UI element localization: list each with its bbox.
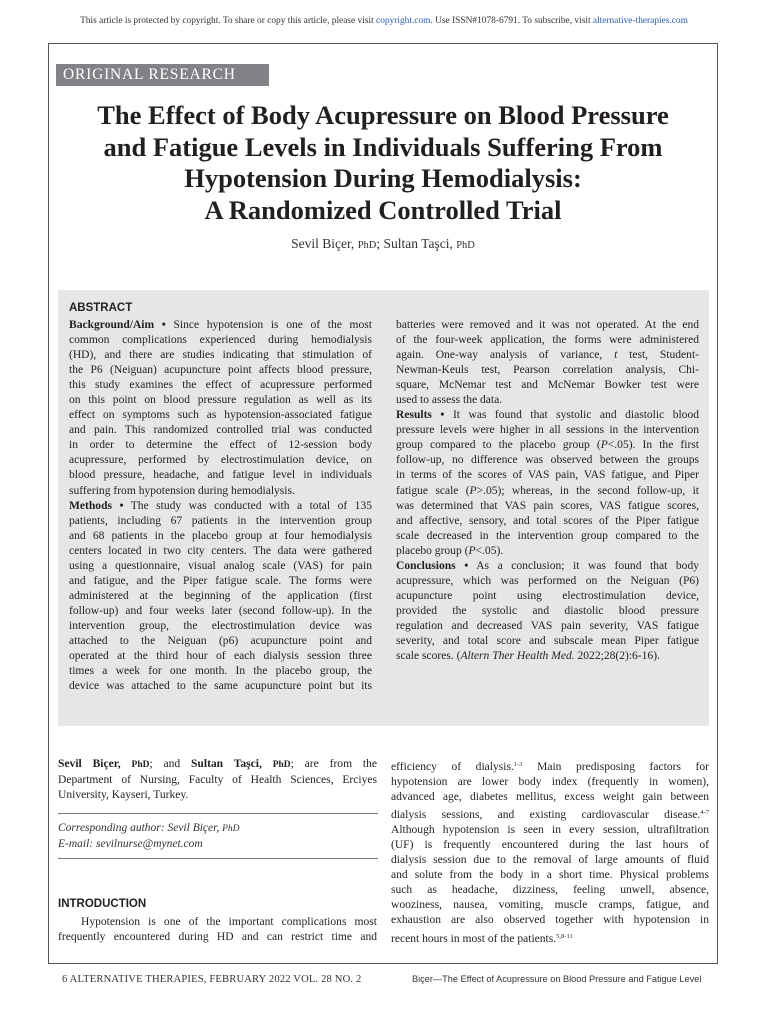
affiliation-line: Department of Nursing, Faculty of Health Sciences, Erciyes <box>58 774 377 787</box>
corresponding-email: E-mail: sevilnurse@mynet.com <box>58 838 203 851</box>
line-text: on this point on blood pressure regulation as well as its <box>69 394 372 407</box>
line-text: It was found that systolic and diastolic blood <box>444 409 699 422</box>
text-line <box>396 438 699 453</box>
text-line <box>69 484 372 499</box>
text-line <box>391 913 709 928</box>
line-text: and fatigue, and the Piper fatigue scale. The forms were <box>69 574 372 587</box>
footer-journal-info: 6 ALTERNATIVE THERAPIES, FEBRUARY 2022 VOL. 28 NO. 2 <box>62 974 362 985</box>
line-text: acupressure, performed by electrostimulation device, on <box>69 454 372 467</box>
copyright-notice <box>0 16 768 26</box>
line-tail: Main predisposing factors for <box>522 761 709 773</box>
abstract-right-column <box>396 318 699 664</box>
intro-line: Hypotension is one of the important complications most <box>81 916 377 928</box>
affiliation-degree: PhD <box>272 760 291 770</box>
line-text: was determined that VAS pain scores, VAS fatigue scores, <box>396 499 699 512</box>
line-tail: <.05). In the first <box>607 439 699 452</box>
italic-text: P <box>469 484 477 497</box>
abstract-left-column <box>69 318 372 694</box>
author-name: Sultan Taşci, <box>383 236 453 251</box>
line-text: exhaustion are also observed together with hypotension in <box>391 914 709 927</box>
affiliation-divider <box>58 813 378 814</box>
article-title <box>50 100 716 226</box>
text-line <box>396 589 699 604</box>
affiliation-line: University, Kayseri, Turkey. <box>58 789 189 802</box>
copyright-notice-prefix: This article is protected by copyright. To share or copy this article, please visit <box>80 16 374 26</box>
citation-superscript: 4-7 <box>700 809 709 817</box>
line-text: provided the systolic and diastolic blood pressure <box>396 604 699 617</box>
line-text: follow-up) and four weeks later (second follow-up). In the <box>69 604 372 617</box>
introduction-right-column <box>391 757 709 947</box>
line-text: again. One-way analysis of variance, <box>396 349 615 362</box>
line-text: Although hypotension is seen in every session, ultrafiltration <box>391 824 709 837</box>
text-line <box>396 559 699 574</box>
affiliation <box>58 757 377 803</box>
corresponding-author-text: Corresponding author: Sevil Biçer, <box>58 822 220 834</box>
text-line <box>69 544 372 559</box>
text-line <box>396 544 699 559</box>
line-text: attached to the Neiguan (p6) acupuncture point and <box>69 634 372 647</box>
copyright-notice-middle: . Use ISSN#1078-6791. To subscribe, visit <box>430 16 591 26</box>
line-text: and pain. This randomized controlled trial was conducted <box>69 424 372 437</box>
line-tail: <.05). <box>475 544 504 557</box>
text-line <box>396 484 699 499</box>
line-tail: test, Student- <box>617 349 700 362</box>
text-line <box>69 649 372 664</box>
line-text: the P6 (Neiguan) acupuncture point affects blood pressure, <box>69 364 372 377</box>
line-text: scale scores. ( <box>396 650 461 663</box>
text-line <box>69 499 372 514</box>
intro-line: frequently encountered during HD and can restrict time and <box>58 931 377 944</box>
line-text: patients, including 67 patients in the intervention group <box>69 514 372 527</box>
text-line <box>69 559 372 574</box>
text-line <box>391 868 709 883</box>
text-line <box>69 363 372 378</box>
title-line: and Fatigue Levels in Individuals Suffering From <box>103 131 663 162</box>
text-line <box>391 805 709 823</box>
text-line <box>69 393 372 408</box>
author-degree: PhD <box>456 240 475 251</box>
affiliation-line <box>58 757 377 773</box>
text-line <box>396 393 699 408</box>
corresponding-author-degree: PhD <box>222 824 240 834</box>
text-line <box>396 408 699 423</box>
text-line <box>391 790 709 805</box>
line-text: As a conclusion; it was found that body <box>468 559 699 572</box>
line-text: follow-up, no difference was observed between the groups <box>396 454 699 467</box>
line-text: Since hypotension is one of the most <box>165 319 372 331</box>
author-degree: PhD <box>357 240 377 251</box>
affiliation-text: ; and <box>149 758 181 770</box>
title-line: The Effect of Body Acupressure on Blood Pressure <box>97 100 669 130</box>
line-text: group compared to the placebo group ( <box>396 439 601 452</box>
line-text: effect on symptoms such as hypotension-associated fatigue <box>69 409 372 422</box>
citation-superscript: 1-3 <box>513 761 523 768</box>
introduction-heading: INTRODUCTION <box>58 898 147 910</box>
line-tail: >.05); whereas, in the second follow-up, it <box>476 484 699 497</box>
citation-superscript: 5,8-11 <box>556 932 573 940</box>
section-lead: Methods • <box>69 499 124 512</box>
line-text: and solute from the body in a short time. Physical problems <box>391 869 709 882</box>
line-text: dialysis session due to the removal of large amounts of fluid <box>391 854 709 867</box>
line-text: efficiency of dialysis. <box>391 761 514 773</box>
text-line <box>69 423 372 438</box>
text-line <box>69 574 372 589</box>
text-line <box>396 363 699 378</box>
line-text: The study was conducted with a total of 135 <box>123 499 372 512</box>
line-text: in order to determine the effect of 12-session body <box>69 439 372 452</box>
text-line <box>69 318 372 333</box>
line-text: batteries were removed and it was not operated. At the end <box>396 319 699 331</box>
line-text: common complications experienced during hemodialysis <box>69 334 372 347</box>
text-line <box>396 634 699 649</box>
title-line: A Randomized Controlled Trial <box>204 194 562 225</box>
text-line <box>396 468 699 483</box>
footer-running-title: Biçer—The Effect of Acupressure on Blood Pressure and Fatigue Level <box>412 974 702 984</box>
line-text: blood pressure, headache, and fatigue level in individuals <box>69 469 372 482</box>
text-line <box>69 333 372 348</box>
author-name: Sevil Biçer, <box>291 236 355 251</box>
text-line <box>69 453 372 468</box>
text-line <box>391 775 709 790</box>
line-text: intervention group, the electrostimulation device was <box>69 619 372 632</box>
section-lead: Conclusions • <box>396 559 469 572</box>
line-tail: 2022;28(2):6-16). <box>574 650 660 663</box>
text-line <box>391 853 709 868</box>
text-line <box>69 514 372 529</box>
copyright-link[interactable]: copyright.com <box>376 16 431 26</box>
line-text: regulation and decreased VAS pain severity, VAS fatigue <box>396 619 699 632</box>
text-line <box>396 574 699 589</box>
author-separator: ; <box>376 236 384 251</box>
line-text: fatigue scale ( <box>396 484 470 497</box>
title-line: Hypotension During Hemodialysis: <box>184 163 582 193</box>
line-text: (UF) is frequently encountered during the last hours of <box>391 839 709 852</box>
line-text: operated at the third hour of each dialysis session three <box>69 650 372 663</box>
text-line <box>69 664 372 679</box>
text-line <box>391 757 709 775</box>
text-line <box>396 649 699 664</box>
text-line <box>396 423 699 438</box>
line-text: dialysis sessions, and existing cardiovascular disease. <box>391 809 701 822</box>
text-line <box>396 348 699 363</box>
line-text: severity, and total score and subscale mean Piper fatigue <box>396 634 699 647</box>
line-text: times a week for one month. In the placebo group, the <box>69 665 372 678</box>
italic-text: P <box>468 544 476 557</box>
line-text: administered at the beginning of the application (first <box>69 589 372 602</box>
italic-text: Altern Ther Health Med. <box>460 650 575 663</box>
line-text: such as headache, dizziness, feeling unwell, absence, <box>391 884 709 897</box>
corresponding-author <box>58 821 240 837</box>
line-text: acupressure, which was performed on the Neiguan (P6) <box>396 574 699 587</box>
line-text: recent hours in most of the patients. <box>391 932 557 945</box>
line-text: used to assess the data. <box>396 394 503 407</box>
text-line <box>396 499 699 514</box>
line-text: advanced age, diabetes mellitus, excess weight gain between <box>391 791 709 804</box>
line-text: this study examines the effect of acupressure performed <box>69 379 372 392</box>
text-line <box>396 318 699 333</box>
line-text: wooziness, nausea, vomiting, muscle cramps, fatigue, and <box>391 899 709 912</box>
affiliation-author: Sevil Biçer, <box>58 758 121 770</box>
line-text: square, McNemar test and McNemar Bowker test were <box>396 379 699 392</box>
correspondence <box>58 821 240 852</box>
line-text: and 68 patients in the placebo group at four hemodialysis <box>69 529 372 542</box>
text-line <box>396 604 699 619</box>
section-label: ORIGINAL RESEARCH <box>56 64 269 86</box>
subscribe-link[interactable]: alternative-therapies.com <box>592 16 688 26</box>
line-text: of the four-week application, the forms were administered <box>396 334 699 347</box>
text-line <box>391 838 709 853</box>
text-line <box>396 378 699 393</box>
section-lead: Background/Aim • <box>69 319 166 331</box>
text-line <box>391 823 709 838</box>
affiliation-author: Sultan Taşci, <box>191 758 262 770</box>
introduction-left-column <box>58 915 377 945</box>
line-text: scale decreased in the intervention group compared to the <box>396 529 699 542</box>
line-text: suffering from hypotension during hemodialysis. <box>69 484 295 497</box>
text-line <box>396 453 699 468</box>
line-text: pressure levels were higher in all sessions in the intervention <box>396 424 699 437</box>
italic-text: P <box>600 439 608 452</box>
line-text: in terms of the scores of VAS pain, VAS fatigue, and Piper <box>396 469 699 482</box>
text-line <box>396 333 699 348</box>
text-line <box>69 634 372 649</box>
line-text: centers located in two city centers. The data were gathered <box>69 544 372 557</box>
line-text: Newman-Keuls test, Pearson correlation analysis, Chi- <box>396 364 699 377</box>
affiliation-degree: PhD <box>131 760 150 770</box>
text-line <box>391 929 709 947</box>
line-text: (HD), and there are studies indicating that stimulation of <box>69 349 372 362</box>
text-line <box>391 898 709 913</box>
italic-text: t <box>614 349 618 362</box>
line-text: placebo group ( <box>396 544 469 557</box>
line-text: and affective, sensory, and total scores of the Piper fatigue <box>396 514 699 527</box>
text-line <box>69 604 372 619</box>
text-line <box>69 589 372 604</box>
abstract-heading: ABSTRACT <box>69 302 133 314</box>
line-text: acupuncture point using electrostimulation device, <box>396 589 699 602</box>
correspondence-divider <box>58 858 378 859</box>
text-line <box>69 679 372 694</box>
text-line <box>69 468 372 483</box>
text-line <box>69 348 372 363</box>
text-line <box>69 378 372 393</box>
line-text: using a questionnaire, visual analog scale (VAS) for pain <box>69 559 372 572</box>
text-line <box>69 619 372 634</box>
text-line <box>396 529 699 544</box>
text-line <box>69 438 372 453</box>
text-line <box>396 619 699 634</box>
line-text: hypotension are lower body index (frequently in women), <box>391 776 709 789</box>
text-line <box>391 883 709 898</box>
text-line <box>396 514 699 529</box>
author-list <box>0 236 766 252</box>
text-line <box>69 529 372 544</box>
affiliation-text: ; are from the <box>290 758 377 770</box>
line-text: device was attached to the same acupuncture point but its <box>69 680 372 693</box>
section-lead: Results • <box>396 409 445 422</box>
text-line <box>69 408 372 423</box>
